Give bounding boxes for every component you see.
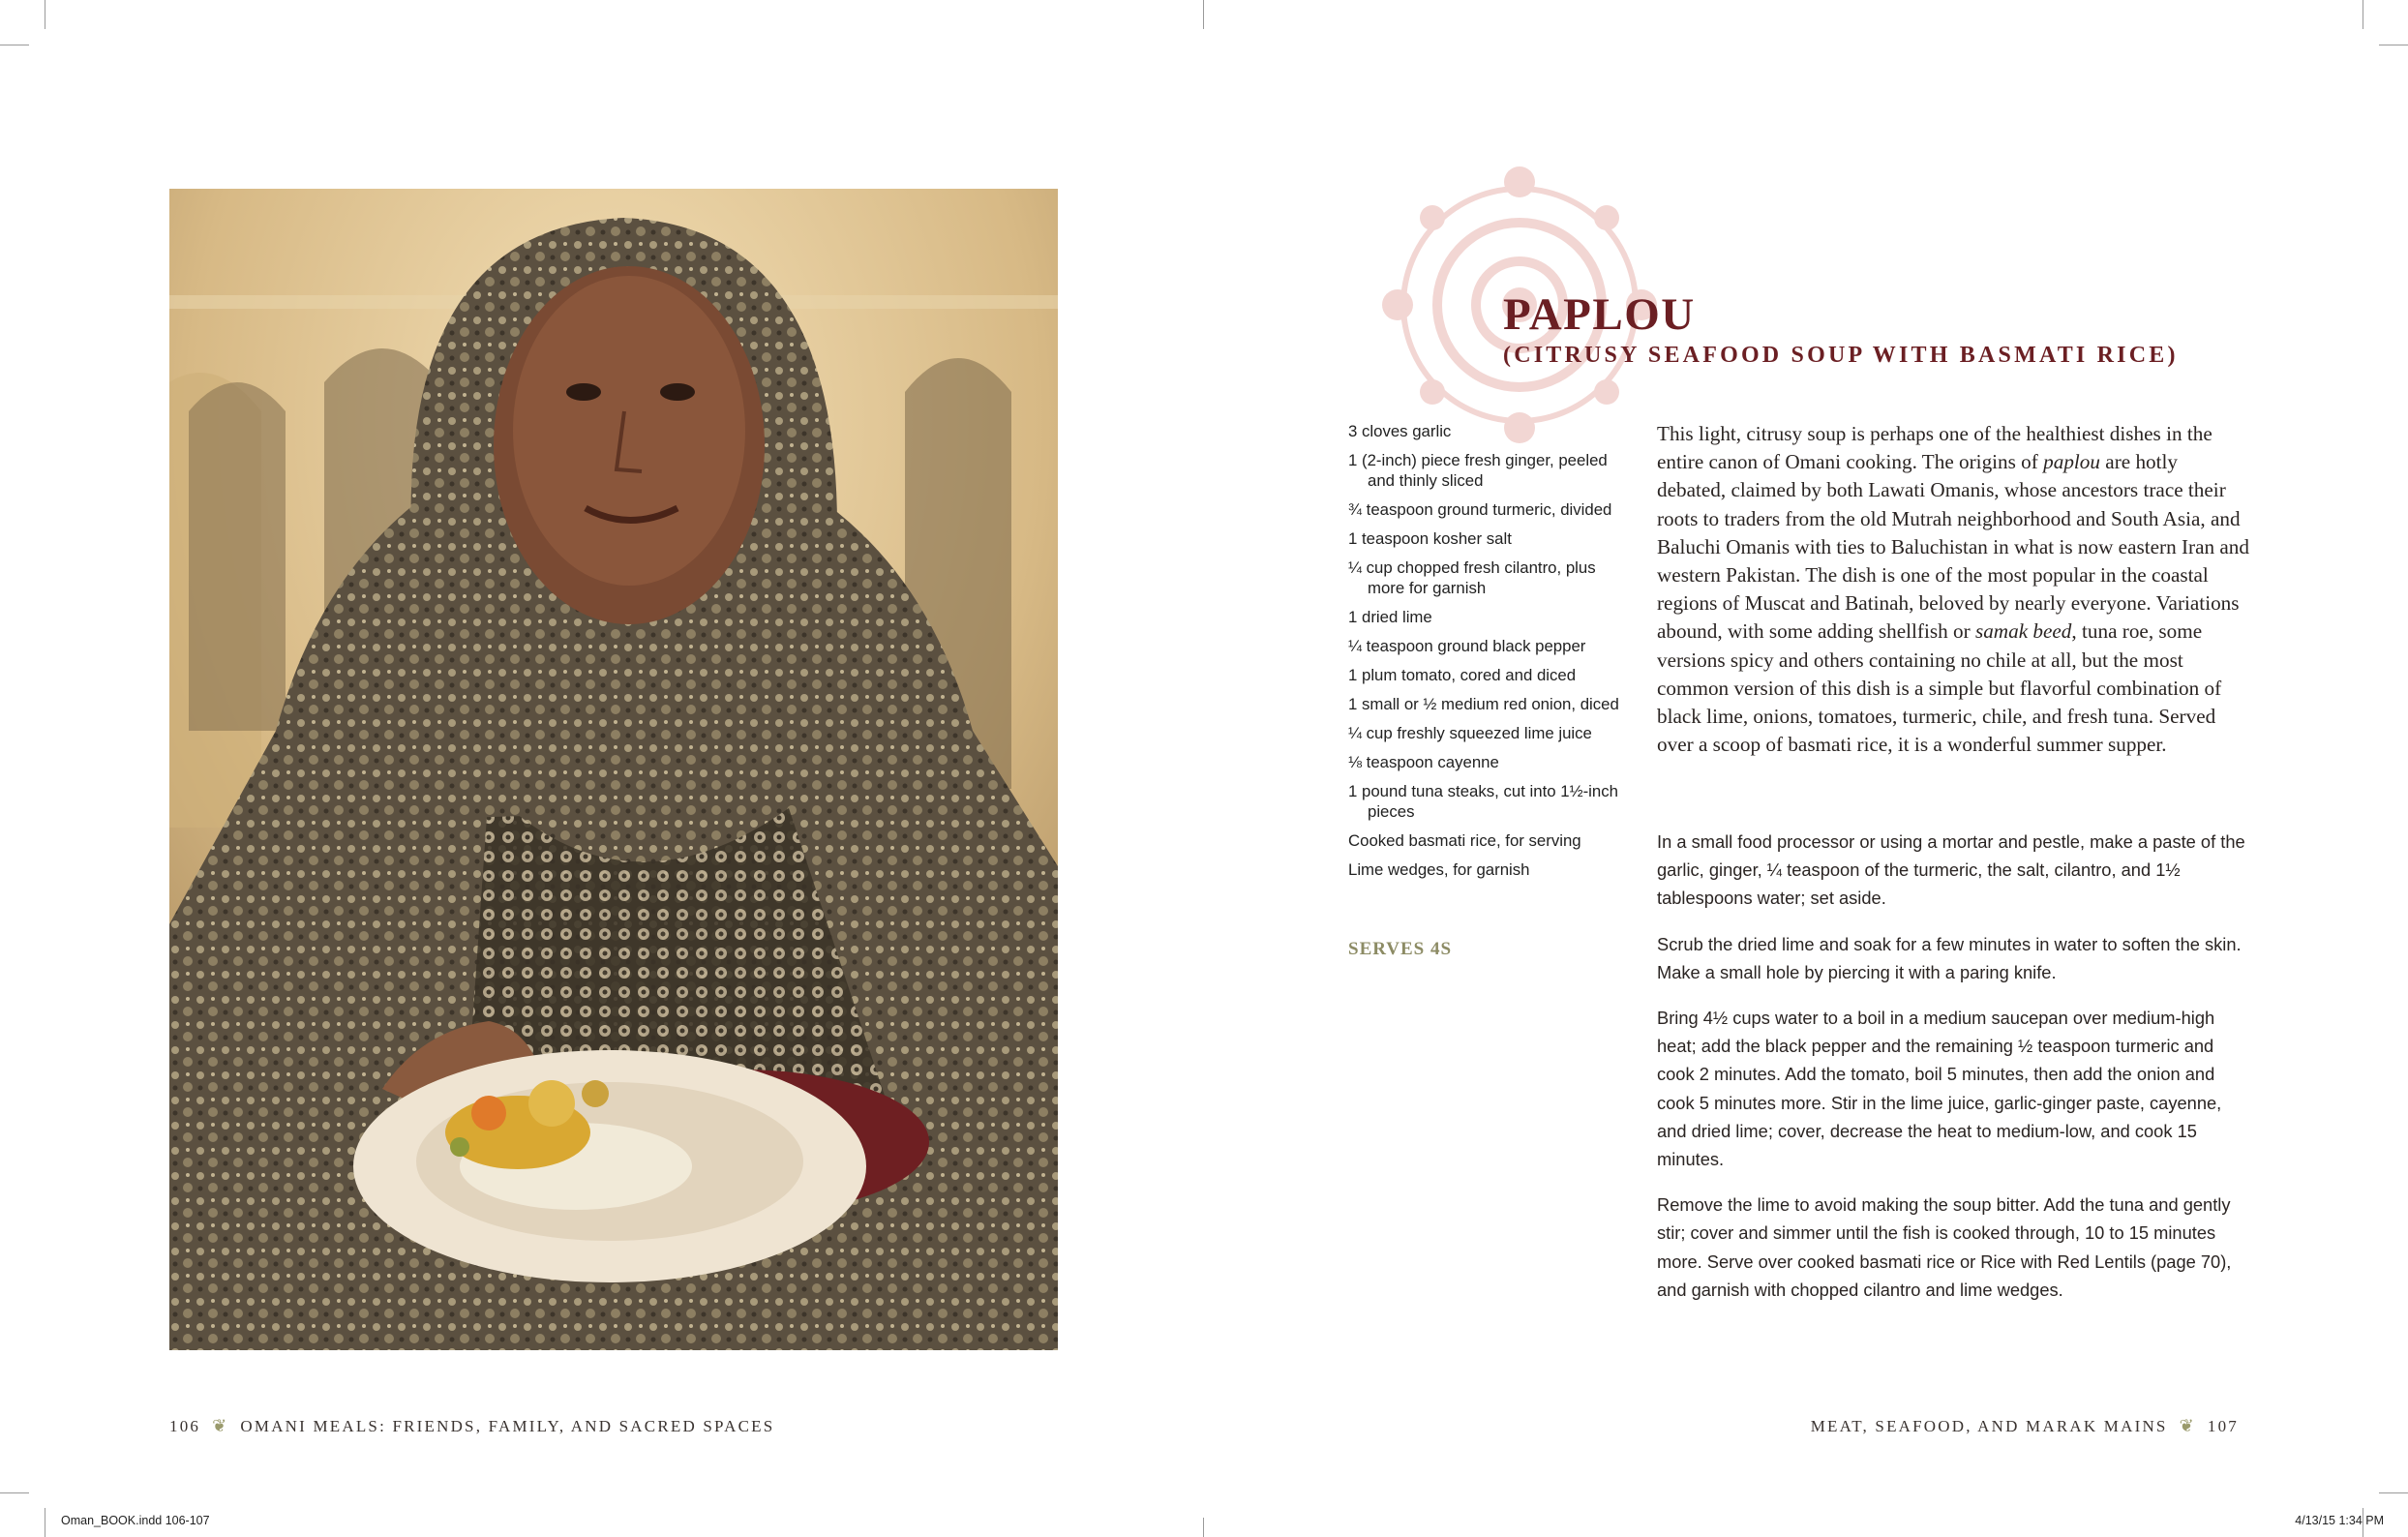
ingredient-item: ¾ teaspoon ground turmeric, divided xyxy=(1348,500,1612,519)
method-step: Scrub the dried lime and soak for a few minutes in water to soften the skin. Make a small hole by piercing it with a paring knife. xyxy=(1657,933,2242,982)
page-number-right: 107 xyxy=(2207,1416,2239,1435)
crop-mark xyxy=(0,1492,29,1493)
intro-text: are hotly debated, claimed by both Lawati Omanis, whose ancestors trace their roots to traders from the old Mutrah neighborhood and South Asia, and Baluchi Omanis with ties to Baluchistan in what is now eastern Iran and western Pakistan. The dish is one of the most popular in the coastal regions of Muscat and Batinah, beloved by nearly everyone. Variations abound, with some adding shellfish or xyxy=(1657,450,2249,644)
leaf-ornament-icon: ❦ xyxy=(212,1416,229,1435)
crop-mark xyxy=(1203,1518,1204,1537)
ingredient-item: ¼ cup freshly squeezed lime juice xyxy=(1348,724,1592,742)
intro-text: This light, citrusy soup is perhaps one of the healthiest dishes in the entire canon of Omani cooking. The origins of xyxy=(1657,422,2212,474)
serves-label: SERVES 4S xyxy=(1348,939,1453,959)
ingredient-item: 1 plum tomato, cored and diced xyxy=(1348,666,1577,684)
ingredient-item: ¼ cup chopped fresh cilantro, plus more for garnish xyxy=(1348,558,1596,597)
print-slug-timestamp: 4/13/15 1:34 PM xyxy=(2295,1514,2384,1527)
method-step: Bring 4½ cups water to a boil in a medium saucepan over medium-high heat; add the black pepper and the remaining ½ teaspoon turmeric and cook 2 minutes. Add the tomato, boil 5 minutes, then add the onion and cook 5 minutes more. Stir in the lime juice, garlic-ginger paste, cayenne, and dried lime; cover, decrease the heat to medium-low, and cook 15 minutes. xyxy=(1657,1008,2222,1170)
ingredient-list xyxy=(1348,421,1629,889)
method-step: In a small food processor or using a mortar and pestle, make a paste of the garlic, ginger, ¼ teaspoon of the turmeric, the salt, cilantro, and 1½ tablespoons water; set aside. xyxy=(1657,831,2245,909)
ingredient-item: Cooked basmati rice, for serving xyxy=(1348,831,1581,850)
page-number-left: 106 xyxy=(169,1416,201,1435)
ingredient-item: 1 pound tuna steaks, cut into 1½-inch pieces xyxy=(1348,782,1618,821)
recipe-title: PAPLOU xyxy=(1503,289,1696,340)
intro-text: , tuna roe, some versions spicy and others containing no chile at all, but the most common version of this dish is a simple but flavorful combination of black lime, onions, tomatoes, turmeric, chile, and fresh tuna. Served over a scoop of basmati rice, it is a wonderful summer supper. xyxy=(1657,619,2222,757)
ingredient-item: 3 cloves garlic xyxy=(1348,422,1452,440)
ingredient-item: Lime wedges, for garnish xyxy=(1348,860,1530,879)
intro-italic-term: samak beed xyxy=(1974,619,2072,644)
cook-holding-plate-photo xyxy=(169,189,1058,1350)
crop-mark xyxy=(2379,1492,2408,1493)
print-slug-file: Oman_BOOK.indd 106-107 xyxy=(61,1514,210,1527)
intro-italic-term: paplou xyxy=(2043,450,2100,474)
ingredient-item: 1 small or ½ medium red onion, diced xyxy=(1348,695,1619,713)
ingredient-item: 1 (2-inch) piece fresh ginger, peeled and thinly sliced xyxy=(1348,451,1608,490)
crop-mark xyxy=(1203,0,1204,29)
running-head-left: OMANI MEALS: FRIENDS, FAMILY, AND SACRED SPACES xyxy=(240,1416,775,1435)
ingredient-item: ¼ teaspoon ground black pepper xyxy=(1348,637,1586,655)
ingredient-item: 1 teaspoon kosher salt xyxy=(1348,529,1512,548)
running-head-right: MEAT, SEAFOOD, AND MARAK MAINS xyxy=(1810,1416,2168,1435)
left-page-footer xyxy=(169,1416,774,1436)
recipe-subtitle: (CITRUSY SEAFOOD SOUP WITH BASMATI RICE) xyxy=(1503,343,2179,368)
method-steps xyxy=(1657,828,2249,1321)
right-page-footer xyxy=(1811,1416,2239,1436)
ingredient-item: ⅛ teaspoon cayenne xyxy=(1348,753,1499,771)
leaf-ornament-icon: ❦ xyxy=(2179,1416,2196,1435)
ingredient-item: 1 dried lime xyxy=(1348,608,1432,626)
recipe-intro xyxy=(1657,420,2249,759)
method-step: Remove the lime to avoid making the soup bitter. Add the tuna and gently stir; cover and simmer until the fish is cooked through, 10 to 15 minutes more. Serve over cooked basmati rice or Rice with Red Lentils (page 70), and garnish with chopped cilantro and lime wedges. xyxy=(1657,1194,2232,1300)
